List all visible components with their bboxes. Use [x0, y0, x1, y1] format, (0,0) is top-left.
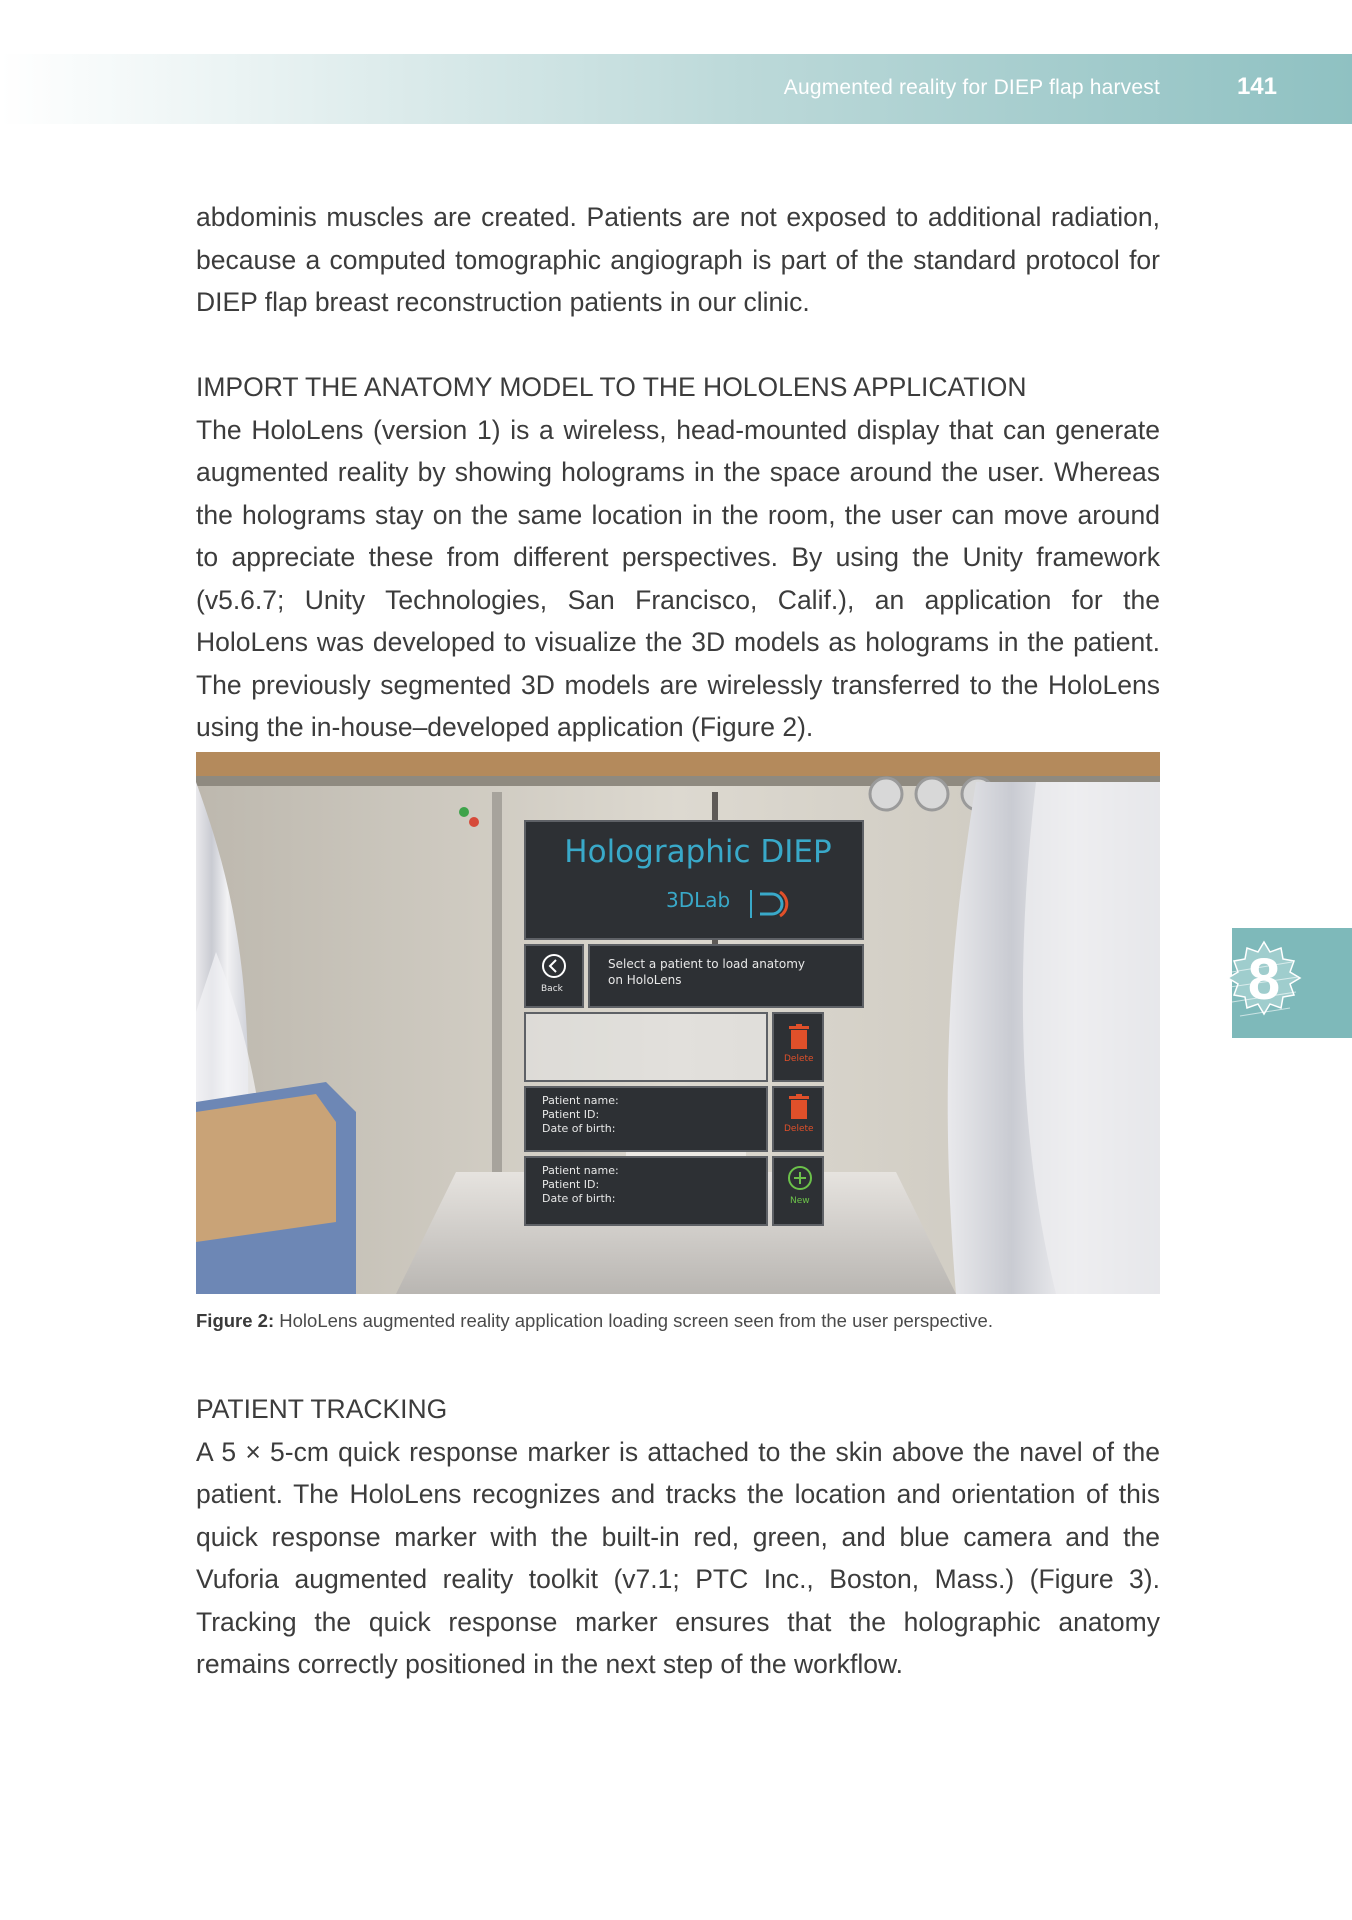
holo-brand-logo: 3DLab: [666, 888, 731, 912]
chapter-number: 8: [1247, 947, 1281, 1012]
patient-fields-2: [542, 1164, 619, 1206]
section-heading-import: IMPORT THE ANATOMY MODEL TO THE HOLOLENS APPLICATION: [196, 372, 1027, 402]
patient-fields-1: [542, 1094, 619, 1136]
holo-app-title: Holographic DIEP: [564, 834, 832, 870]
patient-name-label: Patient name:: [542, 1094, 619, 1107]
section-body-import: The HoloLens (version 1) is a wireless, head-mounted display that can generate augmented reality by showing holograms in the space around the user. Whereas the holograms stay on the same location in the room, the user can move around to appreciate these from different perspectives. By using the Unity framework (v5.6.7; Unity Technologies, San Francisco, Calif.), an application for the HoloLens was developed to visualize the 3D models as holograms in the patient. The previously segmented 3D models are wirelessly transferred to the HoloLens using the in-house–developed application (Figure 2).: [196, 414, 1160, 742]
delete-label-2: Delete: [784, 1124, 814, 1134]
plus-circle-icon[interactable]: [786, 1164, 814, 1192]
patient-id-label: Patient ID:: [542, 1108, 600, 1121]
section-import: [196, 366, 1160, 749]
back-label: Back: [541, 984, 563, 994]
running-title: Augmented reality for DIEP flap harvest: [783, 76, 1160, 99]
section-heading-tracking: PATIENT TRACKING: [196, 1394, 448, 1424]
page-number: 141: [1236, 73, 1277, 100]
figure-caption: [196, 1310, 993, 1332]
holo-empty-row[interactable]: [524, 1012, 768, 1082]
delete-label-1: Delete: [784, 1054, 814, 1064]
section-tracking: [196, 1388, 1160, 1686]
patient-dob-label: Date of birth:: [542, 1192, 616, 1205]
intro-paragraph: abdominis muscles are created. Patients are not exposed to additional radiation, because a computed tomographic angiograph is part of the standard protocol for DIEP flap breast reconstruction patients in our clinic.: [196, 202, 1160, 317]
section-body-tracking: A 5 × 5-cm quick response marker is attached to the skin above the navel of the patient. The HoloLens recognizes and tracks the location and orientation of this quick response marker with the built-in red, green, and blue camera and the Vuforia augmented reality toolkit (v7.1; PTC Inc., Boston, Mass.) (Figure 3). Tracking the quick response marker ensures that the holographic anatomy remains correctly positioned in the next step of the workflow.: [196, 1436, 1160, 1679]
patient-id-label: Patient ID:: [542, 1178, 600, 1191]
back-arrow-icon[interactable]: [540, 952, 568, 980]
trash-icon[interactable]: [788, 1024, 810, 1050]
intro-paragraph-block: [196, 196, 1160, 324]
patient-name-label: Patient name:: [542, 1164, 619, 1177]
caption-text: HoloLens augmented reality application loading screen seen from the user perspective.: [274, 1310, 993, 1331]
holo-prompt-text: Select a patient to load anatomy on HoloLens: [608, 957, 805, 987]
trash-icon[interactable]: [788, 1094, 810, 1120]
patient-dob-label: Date of birth:: [542, 1122, 616, 1135]
new-label: New: [790, 1196, 810, 1206]
caption-label: Figure 2:: [196, 1310, 275, 1331]
brand-arc-icon: [748, 888, 798, 920]
figure-2-photo: [196, 752, 1160, 1294]
